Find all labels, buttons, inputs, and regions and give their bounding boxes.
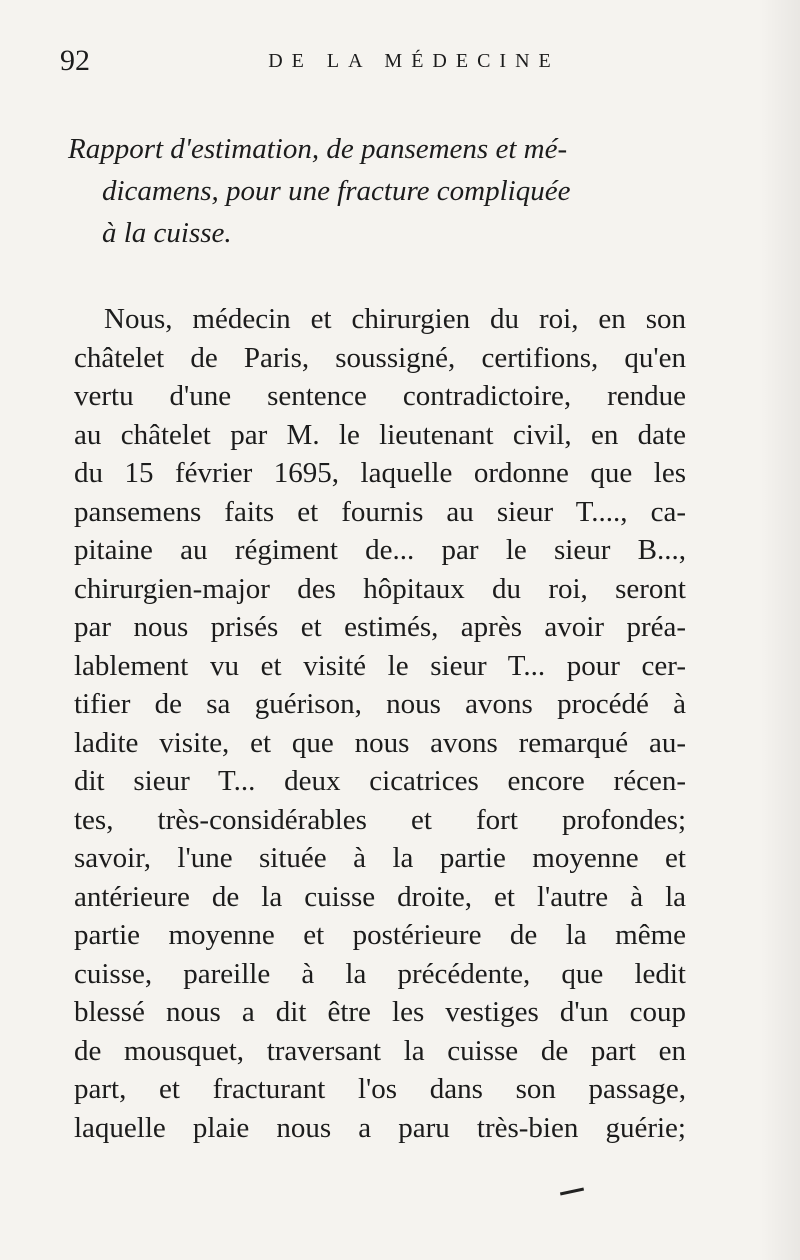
- text-line: Nous, médecin et chirurgien du roi, en son: [104, 303, 686, 335]
- text-line: part, et fracturant l'os dans son passage,: [74, 1073, 686, 1105]
- text-line: tifier de sa guérison, nous avons procédé à: [74, 688, 686, 720]
- title-line: dicamens, pour une fracture compliquée: [102, 175, 571, 207]
- title-line: Rapport d'estimation, de pansemens et mé-: [68, 133, 568, 165]
- text-line: savoir, l'une située à la partie moyenne et: [74, 842, 686, 874]
- text-line: dit sieur T... deux cicatrices encore récen-: [74, 765, 686, 797]
- text-line: vertu d'une sentence contradictoire, rendue: [74, 380, 686, 412]
- text-line: de mousquet, traversant la cuisse de part en: [74, 1034, 686, 1067]
- text-line: ladite visite, et que nous avons remarqué au-: [74, 726, 686, 759]
- text-line: blessé nous a dit être les vestiges d'un coup: [74, 996, 686, 1028]
- text-line: cuisse, pareille à la précédente, que ledit: [74, 957, 686, 990]
- page-edge-shadow: [760, 0, 800, 1260]
- text-line: pitaine au régiment de... par le sieur B...,: [74, 534, 686, 566]
- text-line: au châtelet par M. le lieutenant civil, en date: [74, 418, 686, 451]
- text-line: chirurgien-major des hôpitaux du roi, seront: [74, 572, 686, 605]
- text-line: du 15 février 1695, laquelle ordonne que les: [74, 457, 686, 489]
- text-line: antérieure de la cuisse droite, et l'autre à la: [74, 880, 686, 913]
- text-line: lablement vu et visité le sieur T... pour cer-: [74, 649, 686, 682]
- text-line: pansemens faits et fournis au sieur T...., ca-: [74, 495, 686, 528]
- section-title: [68, 128, 708, 254]
- running-head: DE LA MÉDECINE: [268, 50, 560, 72]
- text-line: partie moyenne et postérieure de la même: [74, 919, 686, 951]
- ink-mark: [560, 1188, 584, 1196]
- text-line: laquelle plaie nous a paru très-bien guérie;: [74, 1111, 686, 1144]
- body-paragraph: [74, 300, 686, 1147]
- text-line: par nous prisés et estimés, après avoir préa-: [74, 611, 686, 643]
- text-line: tes, très-considérables et fort profondes;: [74, 803, 686, 836]
- text-line: châtelet de Paris, soussigné, certifions, qu'en: [74, 341, 686, 374]
- title-line: à la cuisse.: [102, 217, 232, 249]
- page-number: 92: [60, 44, 90, 77]
